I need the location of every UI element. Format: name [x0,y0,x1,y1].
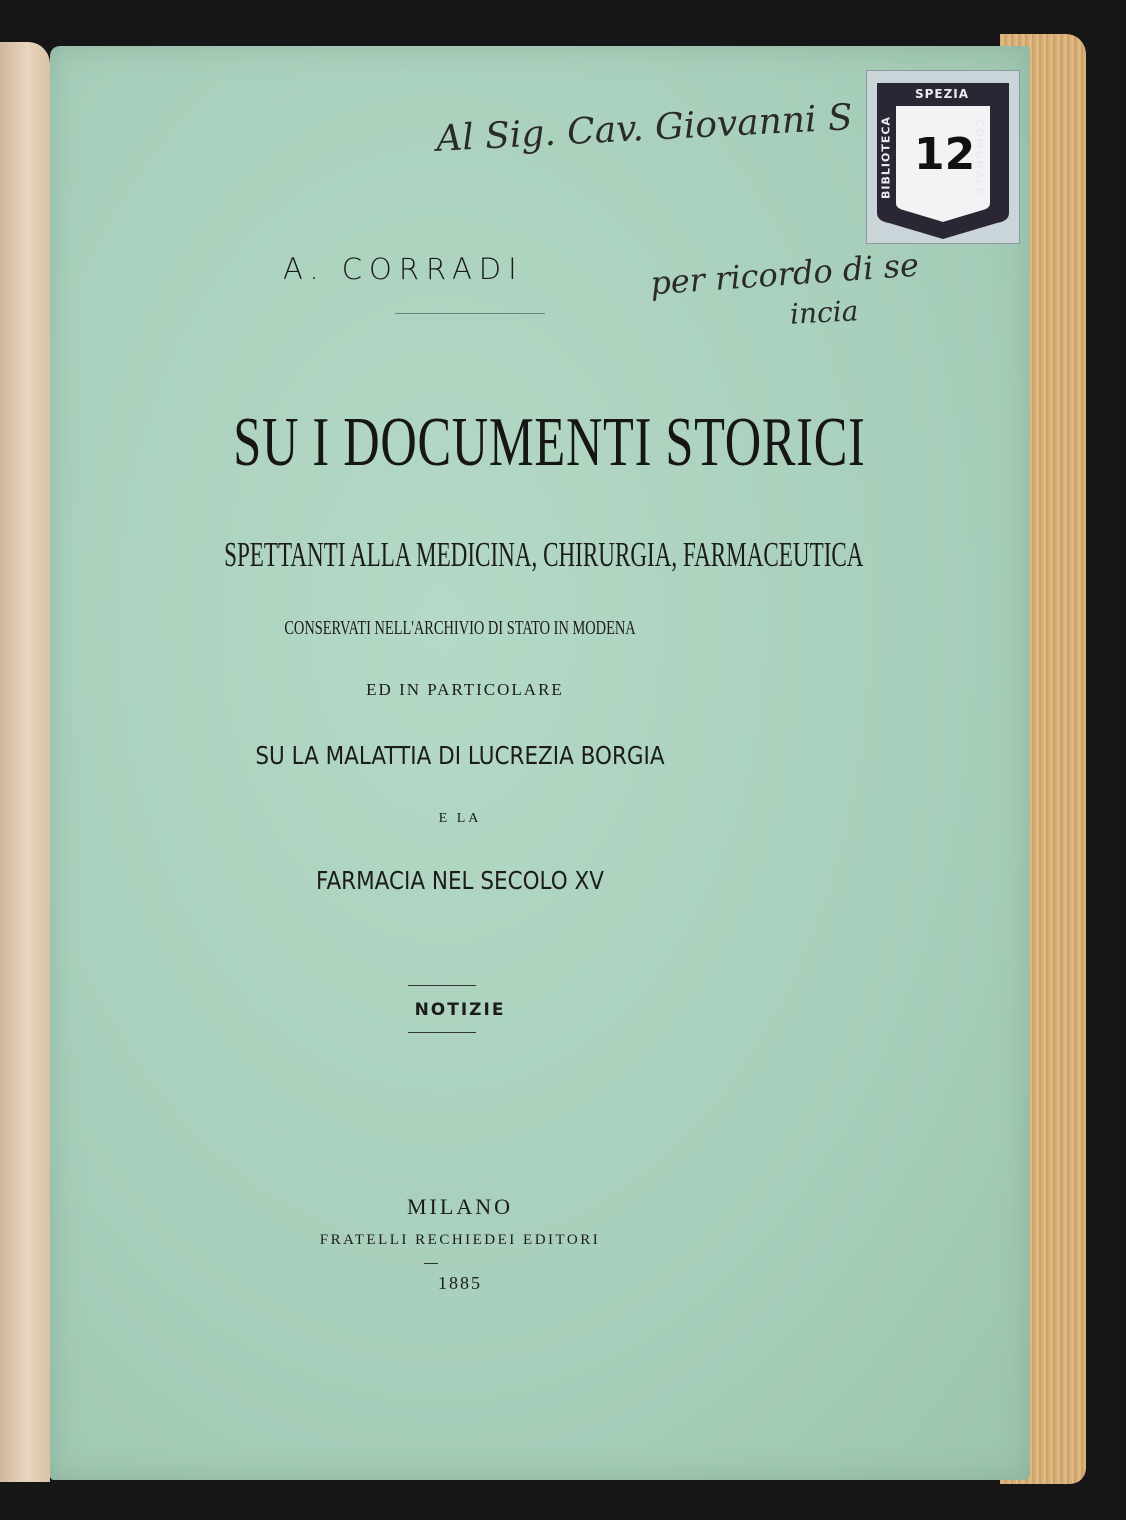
notizie-rule-top [408,985,476,986]
stamp-left-text: BIBLIOTECA [879,116,893,199]
subtitle-line-4: SU LA MALATTIA DI LUCREZIA BORGIA [255,741,665,770]
author-rule [395,313,545,314]
subtitle-line-6: FARMACIA NEL SECOLO XV [316,866,604,895]
stamp-right-text: COMUNALE [972,118,986,197]
library-stamp [866,70,1020,244]
imprint-year: 1885 [438,1273,482,1293]
handwritten-dedication-line1: Al Sig. Cav. Giovanni S [435,97,854,160]
left-page-edge [0,42,50,1482]
imprint-city: MILANO [407,1194,513,1219]
subtitle-line-1: SPETTANTI ALLA MEDICINA, CHIRURGIA, FARMACEUTICA [224,535,864,574]
subtitle-line-3: ED IN PARTICOLARE [366,680,564,699]
stamp-city: SPEZIA [914,87,970,101]
notizie-label: NOTIZIE [414,1000,506,1020]
subtitle-line-2: CONSERVATI NELL'ARCHIVIO DI STATO IN MODENA [284,617,636,639]
subtitle-line-5: E LA [438,811,482,826]
author: A. CORRADI [283,252,524,286]
imprint-publisher: FRATELLI RECHIEDEI EDITORI [319,1232,601,1248]
notizie-rule-bottom [408,1032,476,1033]
book-title: SU I DOCUMENTI STORICI [233,404,866,481]
handwritten-dedication-line2: per ricordo di se [649,245,921,303]
handwritten-dedication-line3: incia [789,294,860,331]
imprint-rule [424,1263,438,1264]
stamp-number: 12 [914,129,976,180]
